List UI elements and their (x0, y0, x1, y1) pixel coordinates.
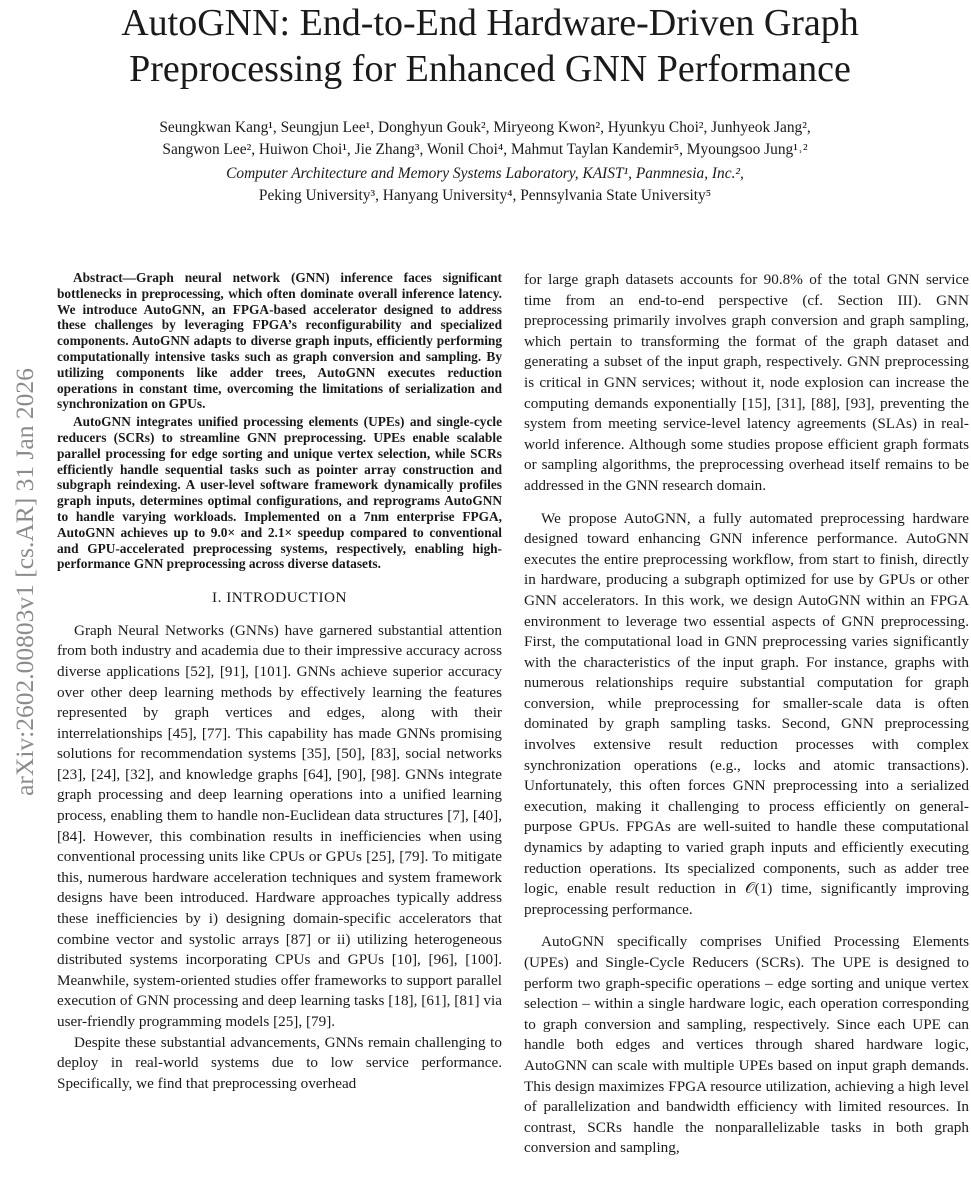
affiliations (40, 163, 930, 207)
abstract (57, 270, 502, 572)
arxiv-stamp: arXiv:2602.00803v1 [cs.AR] 31 Jan 2026 (10, 368, 39, 796)
abstract-paragraph-1: Abstract—Graph neural network (GNN) inference faces significant bottlenecks in preprocessing, which often dominate overall inference latency. We introduce AutoGNN, an FPGA-based accelerator designed to address these challenges by leveraging FPGA’s reconfigurability and specialized components. AutoGNN adapts to diverse graph inputs, efficiently performing computationally intensive tasks such as graph conversion and sampling. By utilizing components like adder trees, AutoGNN executes reduction operations in constant time, overcoming the limitations of serialization and synchronization on GPUs. (57, 270, 502, 412)
right-paragraph-1: for large graph datasets accounts for 90.8% of the total GNN service time from an end-to-end perspective (cf. Section III). GNN preprocessing primarily involves graph conversion and graph sampling, which pertain to transforming the format of the graph dataset and generating a subset of the input graph, respectively. GNN preprocessing is critical in GNN services; without it, node explosion can increase the computing demands exponentially [15], [31], [88], [93], preventing the system from meeting service-level latency agreements (SLAs) in real-world inference. Although some studies propose efficient graph formats or sampling algorithms, the preprocessing overhead itself remains to be addressed in the GNN research domain. (524, 271, 969, 494)
author-list (40, 117, 930, 161)
right-paragraph-2: We propose AutoGNN, a fully automated preprocessing hardware designed toward enhancing GNN inference performance. AutoGNN executes the entire preprocessing workflow, from start to finish, directly in hardware, producing a subgraph optimized for use by GPUs or other GNN accelerators. In this work, we design AutoGNN within an FPGA environment to leverage two essential aspects of GNN preprocessing. First, the computational load in GNN preprocessing varies significantly with the characteristics of the input graph. For instance, graphs with numerous relationships require substantial computation for graph conversion, while preprocessing for smaller-scale data is often dominated by graph sampling tasks. Second, GNN preprocessing involves extensive result reduction processes with complex synchronization operations (e.g., locks and atomic transactions). Unfortunately, this often forces GNN preprocessing into a serialized execution, making it challenging to process efficiently on general-purpose GPUs. FPGAs are well-suited to handle these computational dynamics by adapting to varied graph inputs and efficiently executing reduction operations. Its specialized components, such as adder tree logic, enable result reduction in 𝒪(1) time, significantly improving preprocessing performance. (524, 509, 969, 918)
paper-title (40, 0, 940, 92)
right-paragraph-3: AutoGNN specifically comprises Unified Processing Elements (UPEs) and Single-Cycle Reducers (SCRs). The UPE is designed to perform two graph-specific operations – edge sorting and unique vertex selection – within a single hardware logic, each operation corresponding to graph conversion and sampling, respectively. Since each UPE can handle both edges and vertices through shared hardware logic, AutoGNN can scale with multiple UPEs based on input graph demands. This design maximizes FPGA resource utilization, achieving a high level of parallelization and bandwidth efficiency with limited resources. In contrast, SCRs handle the nonparallelizable tasks in both graph conversion and sampling, (524, 933, 969, 1157)
abstract-paragraph-2: AutoGNN integrates unified processing elements (UPEs) and single-cycle reducers (SCRs) to streamline GNN preprocessing. UPEs enable scalable parallel processing for edge sorting and unique vertex selection, while SCRs efficiently handle sequential tasks such as pointer array construction and subgraph reindexing. A user-level software framework dynamically profiles graph inputs, determines optimal configurations, and reprograms AutoGNN to handle varying workloads. Implemented on a 7nm enterprise FPGA, AutoGNN achieves up to 9.0× and 2.1× speedup compared to conventional and GPU-accelerated preprocessing systems, respectively, enabling high-performance GNN preprocessing across diverse datasets. (57, 414, 502, 572)
left-column (57, 270, 502, 1094)
affiliation-line-1: Computer Architecture and Memory Systems Laboratory, KAIST¹, Panmnesia, Inc.², (226, 165, 744, 182)
intro-paragraph-1: Graph Neural Networks (GNNs) have garnered substantial attention from both industry and academia due to their impressive accuracy across diverse applications [52], [91], [101]. GNNs achieve superior accuracy over other deep learning methods by effectively learning the features represented by graph vertices and edges, along with their interrelationships [45], [77]. This capability has made GNNs promising solutions for recommendation systems [35], [50], [83], social networks [23], [24], [32], and knowledge graphs [64], [90], [98]. GNNs integrate graph processing and deep learning operations into a unified learning process, enabling them to handle non-Euclidean data structures [7], [40], [84]. However, this combination results in inefficiencies when using conventional processing units like CPUs or GPUs [25], [79]. To mitigate this, numerous hardware acceleration techniques and system framework designs have been introduced. Hardware approaches typically address these inefficiencies by i) designing domain-specific accelerators that combine vector and systolic arrays [87] or ii) utilizing heterogeneous distributed systems incorporating CPUs and GPUs [10], [96], [100]. Meanwhile, system-oriented studies offer frameworks to support parallel execution of GNN processing and deep learning tasks [18], [61], [81] via user-friendly programming models [25], [79]. (57, 621, 502, 1031)
right-column (524, 270, 969, 1171)
intro-paragraph-2: Despite these substantial advancements, GNNs remain challenging to deploy in real-world systems due to low service performance. Specifically, we find that preprocessing overhead (57, 1033, 502, 1092)
title-line-2: Preprocessing for Enhanced GNN Performance (129, 48, 851, 90)
section-heading-introduction: I. INTRODUCTION (212, 589, 347, 607)
authors-line-2: Sangwon Lee², Huiwon Choi¹, Jie Zhang³, Wonil Choi⁴, Mahmut Taylan Kandemir⁵, Myoungsoo Jung¹˒² (162, 141, 808, 158)
authors-line-1: Seungkwan Kang¹, Seungjun Lee¹, Donghyun Gouk², Miryeong Kwon², Hyunkyu Choi², Junhyeok Jang², (159, 119, 811, 136)
affiliation-line-2: Peking University³, Hanyang University⁴, Pennsylvania State University⁵ (258, 187, 712, 204)
title-line-1: AutoGNN: End-to-End Hardware-Driven Graph (121, 2, 859, 44)
